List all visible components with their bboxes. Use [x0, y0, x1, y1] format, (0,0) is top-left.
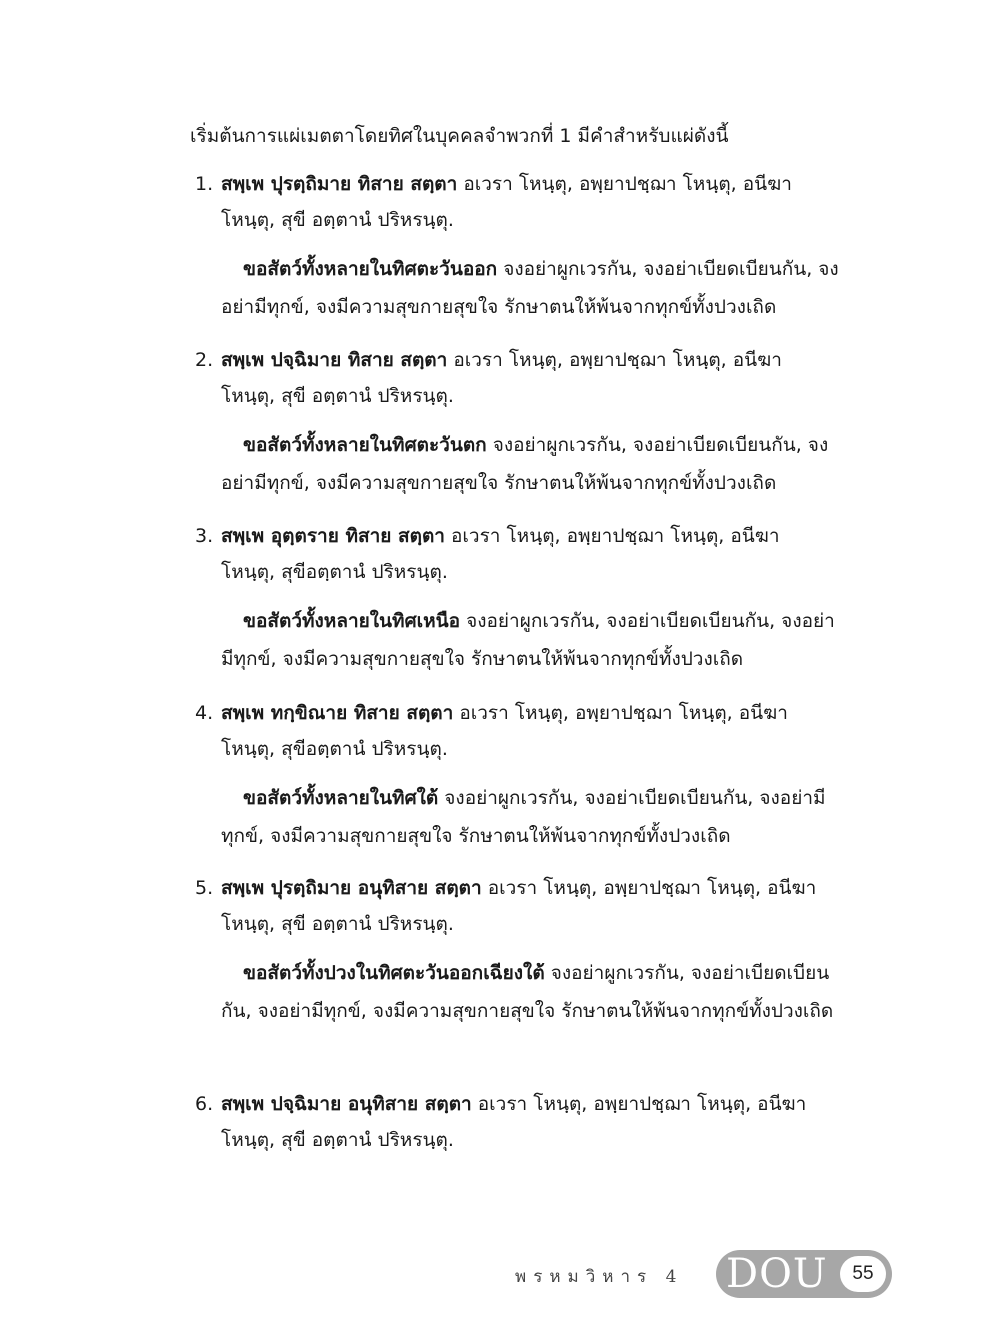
pali-bold: สพฺเพ ปจฺฉิมาย อนุทิสาย สตฺตา [221, 1093, 472, 1115]
pali-line-1 [195, 166, 855, 202]
translation-paragraph [195, 779, 841, 855]
translation-rest: จงอย่าผูกเวรกัน, จงอย่าเบียดเบียนกัน, จงอย่ามีทุกข์, จงมีความสุขกายสุขใจ รักษาตนให้พ้นจากทุกข์ทั้งปวงเถิด [221, 962, 834, 1022]
list-item-5 [195, 870, 855, 1030]
pali-bold: สพฺเพ ทกฺขิณาย ทิสาย สตฺตา [221, 702, 454, 724]
footer-book-title: พรหมวิหาร 4 [515, 1267, 684, 1287]
translation-paragraph [195, 602, 841, 678]
pali-line-2: โหนฺตุ, สุขี อตฺตานํ ปริหรนฺตุ. [221, 209, 454, 231]
pali-line-1 [195, 695, 855, 731]
list-item-6 [195, 1086, 855, 1158]
pali-rest: อเวรา โหนฺตุ, อพฺยาปชฺฌา โหนฺตุ, อนีฆา [471, 1093, 807, 1115]
pali-bold: สพฺเพ อุตฺตราย ทิสาย สตฺตา [221, 525, 445, 547]
item-number: 1. [195, 173, 214, 195]
pali-line-1 [195, 342, 855, 378]
list-item-4 [195, 695, 855, 855]
pali-line-2: โหนฺตุ, สุขี อตฺตานํ ปริหรนฺตุ. [221, 1129, 454, 1151]
translation-bold: ขอสัตว์ทั้งปวงในทิศตะวันออกเฉียงใต้ [243, 962, 545, 984]
pali-bold: สพฺเพ ปุรตฺถิมาย อนุทิสาย สตฺตา [221, 877, 482, 899]
list-item-1 [195, 166, 855, 326]
pali-rest: อเวรา โหนฺตุ, อพฺยาปชฺฌา โหนฺตุ, อนีฆา [444, 525, 780, 547]
translation-rest: จงอย่าผูกเวรกัน, จงอย่าเบียดเบียนกัน, จงอย่ามีทุกข์, จงมีความสุขกายสุขใจ รักษาตนให้พ้นจากทุกข์ทั้งปวงเถิด [221, 610, 835, 670]
item-number: 6. [195, 1093, 214, 1115]
list-item-2 [195, 342, 855, 502]
page-number: 55 [840, 1256, 886, 1292]
item-number: 3. [195, 525, 214, 547]
translation-paragraph [195, 954, 841, 1030]
item-number: 2. [195, 349, 214, 371]
pali-rest: อเวรา โหนฺตุ, อพฺยาปชฺฌา โหนฺตุ, อนีฆา [447, 349, 782, 371]
intro-paragraph: เริ่มต้นการแผ่เมตตาโดยทิศในบุคคลจำพวกที่ 1 มีคำสำหรับแผ่ดังนี้ [190, 125, 729, 147]
translation-bold: ขอสัตว์ทั้งหลายในทิศเหนือ [243, 610, 461, 632]
translation-bold: ขอสัตว์ทั้งหลายในทิศตะวันออก [243, 258, 498, 280]
item-number: 4. [195, 702, 214, 724]
pali-line-1 [195, 518, 855, 554]
pali-bold: สพฺเพ ปุรตฺถิมาย ทิสาย สตฺตา [221, 173, 458, 195]
translation-paragraph [195, 426, 841, 502]
pali-line-2: โหนฺตุ, สุขี อตฺตานํ ปริหรนฺตุ. [221, 385, 454, 407]
pali-line-2: โหนฺตุ, สุขีอตฺตานํ ปริหรนฺตุ. [221, 561, 448, 583]
pali-line-1 [195, 870, 855, 906]
pali-rest: อเวรา โหนฺตุ, อพฺยาปชฺฌา โหนฺตุ, อนีฆา [457, 173, 792, 195]
translation-bold: ขอสัตว์ทั้งหลายในทิศใต้ [243, 787, 439, 809]
translation-rest: จงอย่าผูกเวรกัน, จงอย่าเบียดเบียนกัน, จงอย่ามีทุกข์, จงมีความสุขกายสุขใจ รักษาตนให้พ้นจากทุกข์ทั้งปวงเถิด [221, 787, 826, 847]
translation-paragraph [195, 250, 841, 326]
translation-rest: จงอย่าผูกเวรกัน, จงอย่าเบียดเบียนกัน, จงอย่ามีทุกข์, จงมีความสุขกายสุขใจ รักษาตนให้พ้นจากทุกข์ทั้งปวงเถิด [221, 434, 829, 494]
dou-logo: DOU [726, 1251, 828, 1297]
item-number: 5. [195, 877, 214, 899]
translation-bold: ขอสัตว์ทั้งหลายในทิศตะวันตก [243, 434, 487, 456]
pali-line-2: โหนฺตุ, สุขีอตฺตานํ ปริหรนฺตุ. [221, 738, 448, 760]
translation-rest: จงอย่าผูกเวรกัน, จงอย่าเบียดเบียนกัน, จงอย่ามีทุกข์, จงมีความสุขกายสุขใจ รักษาตนให้พ้นจากทุกข์ทั้งปวงเถิด [221, 258, 839, 318]
pali-rest: อเวรา โหนฺตุ, อพฺยาปชฺฌา โหนฺตุ, อนีฆา [481, 877, 817, 899]
pali-line-2: โหนฺตุ, สุขี อตฺตานํ ปริหรนฺตุ. [221, 913, 454, 935]
pali-line-1 [195, 1086, 855, 1122]
footer-badge [716, 1250, 892, 1298]
pali-bold: สพฺเพ ปจฺฉิมาย ทิสาย สตฺตา [221, 349, 448, 371]
list-item-3 [195, 518, 855, 678]
pali-rest: อเวรา โหนฺตุ, อพฺยาปชฺฌา โหนฺตุ, อนีฆา [453, 702, 788, 724]
